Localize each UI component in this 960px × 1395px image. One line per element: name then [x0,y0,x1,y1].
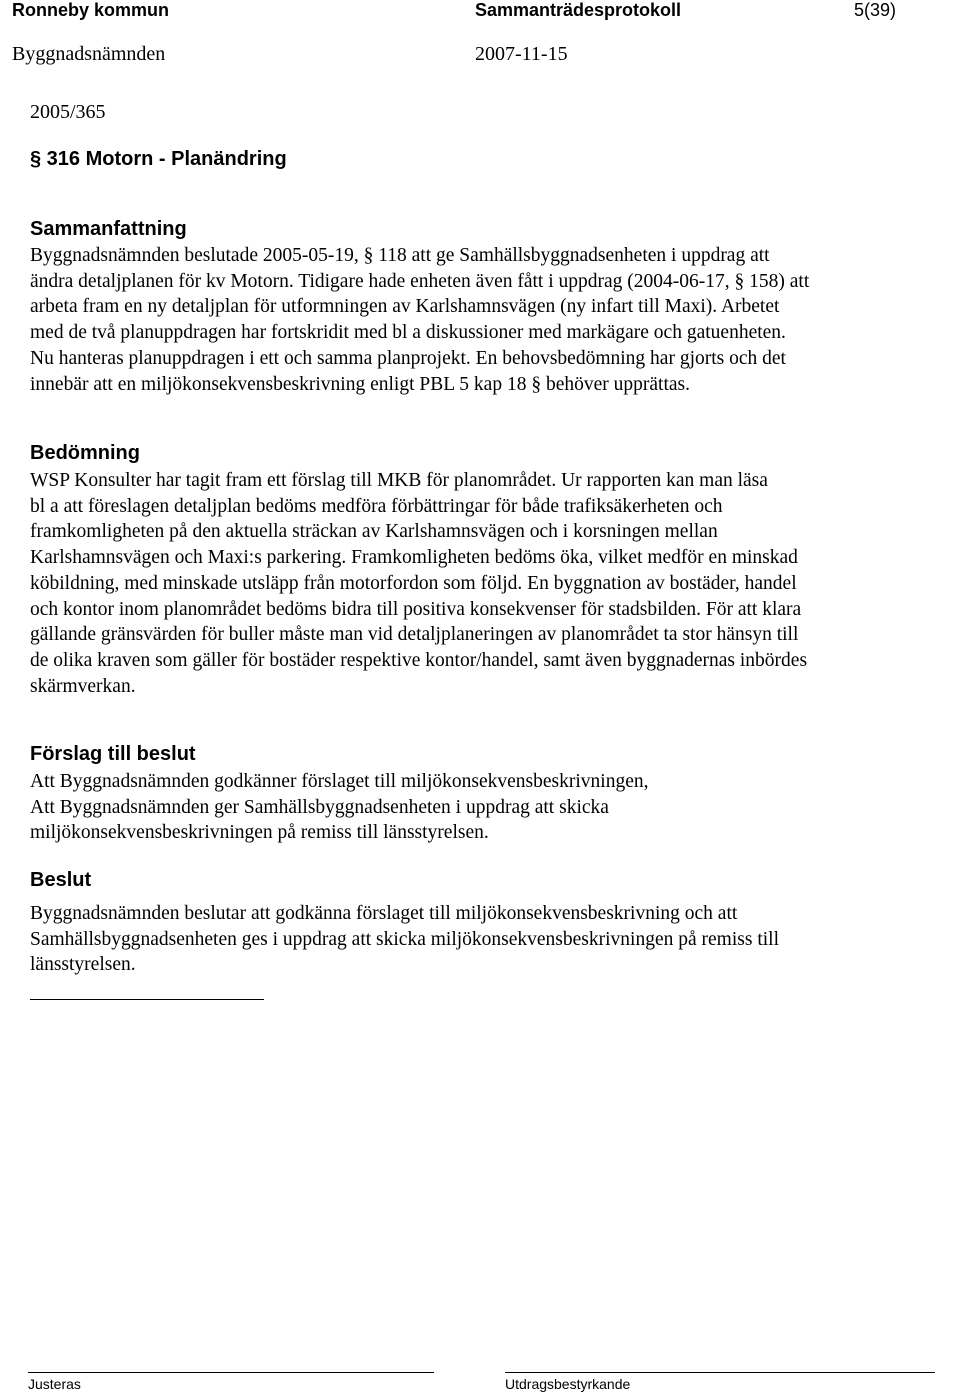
footer-utdrag-label: Utdragsbestyrkande [505,1376,631,1392]
text-line: och kontor inom planområdet bedöms bidra till positiva konsekvenser för stadsbilden. För att klara [30,598,802,620]
text-line: köbildning, med minskade utsläpp från motorfordon som följd. En byggnation av bostäder, handel [30,572,797,594]
footer-justeras-line [28,1372,434,1373]
text-line: miljökonsekvensbeskrivningen på remiss till länsstyrelsen. [30,822,489,844]
text-line: Nu hanteras planuppdragen i ett och samma planprojekt. En behovsbedömning har gjorts och det [30,347,786,369]
proposal-text [30,769,930,846]
page-number: 5(39) [854,0,897,20]
text-line: arbeta fram en ny detaljplan för utformningen av Karlshamnsvägen (ny infart till Maxi). Arbetet [30,296,780,318]
text-line: Att Byggnadsnämnden ger Samhällsbyggnadsenheten i uppdrag att skicka [30,796,609,818]
decision-text [30,901,930,978]
assessment-heading: Bedömning [30,442,140,464]
summary-text [30,243,930,397]
text-line: WSP Konsulter har tagit fram ett förslag till MKB för planområdet. Ur rapporten kan man läsa [30,470,768,491]
footer-utdrag-line [505,1372,935,1373]
text-line: länsstyrelsen. [30,954,136,976]
text-line: de olika kraven som gäller för bostäder respektive kontor/handel, samt även byggnadernas inbördes [30,649,808,671]
meeting-date: 2007-11-15 [475,43,568,65]
summary-heading: Sammanfattning [30,218,187,240]
municipality-name: Ronneby kommun [12,0,170,20]
text-line: Byggnadsnämnden beslutar att godkänna förslaget till miljökonsekvensbeskrivning och att [30,903,738,924]
footer-justeras-label: Justeras [28,1376,81,1392]
assessment-text [30,468,930,699]
case-number: 2005/365 [30,101,106,123]
item-title: § 316 Motorn - Planändring [30,148,287,170]
text-line: framkomligheten på den aktuella sträckan av Karlshamnsvägen och i korsningen mellan [30,521,718,543]
text-line: Att Byggnadsnämnden godkänner förslaget till miljökonsekvensbeskrivningen, [30,771,649,792]
text-line: Karlshamnsvägen och Maxi:s parkering. Framkomligheten bedöms öka, vilket medför en minskad [30,547,798,569]
text-line: Byggnadsnämnden beslutade 2005-05-19, § 118 att ge Samhällsbyggnadsenheten i uppdrag att [30,245,770,266]
text-line: med de två planuppdragen har fortskridit med bl a diskussioner med markägare och gatuenheten. [30,322,786,344]
board-name: Byggnadsnämnden [12,43,166,65]
text-line: innebär att en miljökonsekvensbeskrivning enligt PBL 5 kap 18 § behöver upprättas. [30,373,690,395]
text-line: Samhällsbyggnadsenheten ges i uppdrag att skicka miljökonsekvensbeskrivningen på remiss till [30,928,779,950]
text-line: gällande gränsvärden för buller måste man vid detaljplaneringen av planområdet ta stor hänsyn till [30,624,799,646]
decision-heading: Beslut [30,869,92,891]
proposal-heading: Förslag till beslut [30,743,196,765]
document-type: Sammanträdesprotokoll [475,0,682,20]
text-line: ändra detaljplanen för kv Motorn. Tidigare hade enheten även fått i uppdrag (2004-06-17, § 158) att [30,270,810,292]
text-line: skärmverkan. [30,675,136,697]
text-line: bl a att föreslagen detaljplan bedöms medföra förbättringar för både trafiksäkerheten och [30,495,723,517]
signature-line [30,999,264,1000]
